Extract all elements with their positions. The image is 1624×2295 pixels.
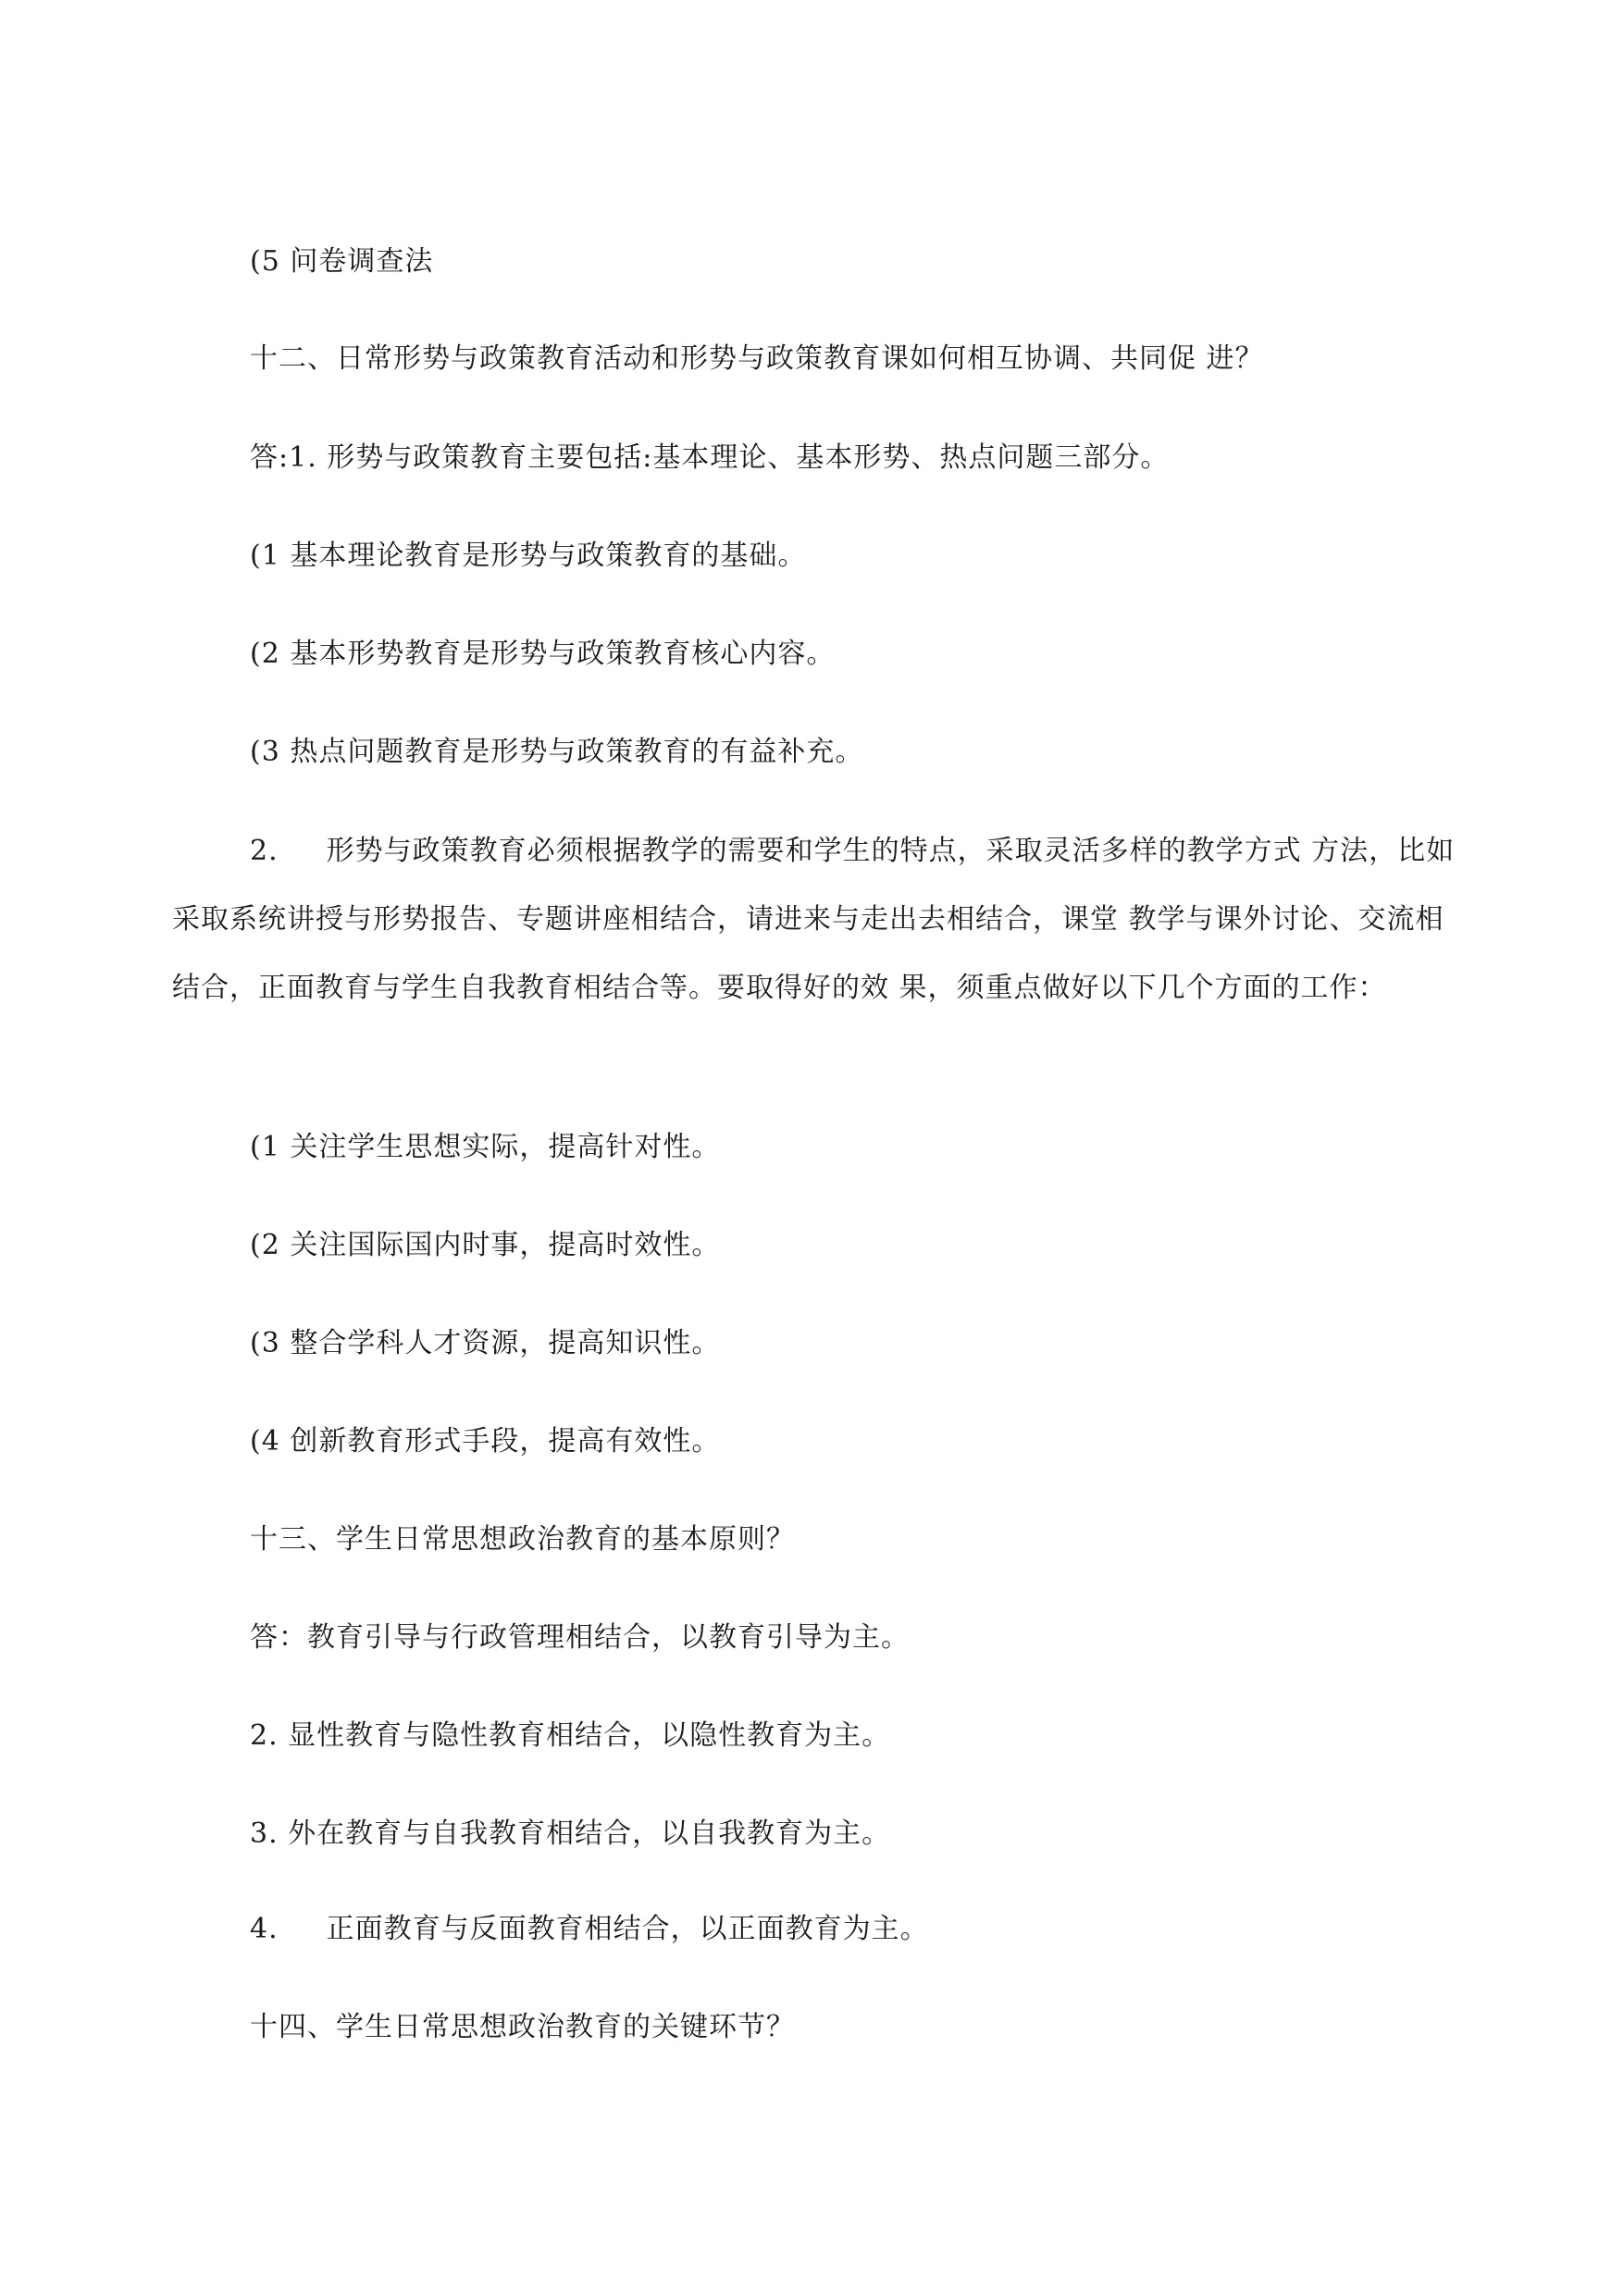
list-item: (3 热点问题教育是形势与政策教育的有益补充。	[250, 736, 864, 768]
list-number: 4.	[250, 1913, 279, 1945]
list-item: (1 基本理论教育是形势与政策教育的基础。	[250, 540, 807, 572]
section-heading: 十二、日常形势与政策教育活动和形势与政策教育课如何相互协调、共同促 进？	[250, 342, 1264, 375]
list-item: 2. 显性教育与隐性教育相结合，以隐性教育为主。	[250, 1719, 891, 1752]
list-item	[250, 1913, 929, 1946]
answer-line: 答:1. 形势与政策教育主要包括:基本理论、基本形势、热点问题三部分。	[250, 441, 1170, 474]
list-item: (2 关注国际国内时事，提高时效性。	[250, 1229, 721, 1261]
list-item: (4 创新教育形式手段，提高有效性。	[250, 1425, 721, 1458]
list-item: (1 关注学生思想实际，提高针对性。	[250, 1131, 721, 1163]
list-item: (5 问卷调查法	[250, 245, 434, 278]
section-heading: 十三、学生日常思想政治教育的基本原则？	[250, 1523, 795, 1556]
paragraph-text: 形势与政策教育必须根据教学的需要和学生的特点，采取灵活多样的教学方式 方法，比如采取系统讲授与形势报告、专题讲座相结合，请进来与走出去相结合，课堂 教学与课外讨论、交流相结合，正面教育与学生自我教育相结合等。要取得好的效 果，须重点做好以下几个方面的工作：	[172, 835, 1456, 1004]
body-paragraph	[172, 817, 1463, 1023]
paragraph-number: 2.	[250, 835, 279, 867]
list-item: (2 基本形势教育是形势与政策教育核心内容。	[250, 638, 836, 670]
list-text: 正面教育与反面教育相结合，以正面教育为主。	[326, 1913, 929, 1945]
section-heading: 十四、学生日常思想政治教育的关键环节？	[250, 2011, 795, 2043]
answer-line: 答：教育引导与行政管理相结合，以教育引导为主。	[250, 1621, 910, 1654]
list-item: 3. 外在教育与自我教育相结合，以自我教育为主。	[250, 1817, 891, 1850]
list-item: (3 整合学科人才资源，提高知识性。	[250, 1327, 721, 1359]
